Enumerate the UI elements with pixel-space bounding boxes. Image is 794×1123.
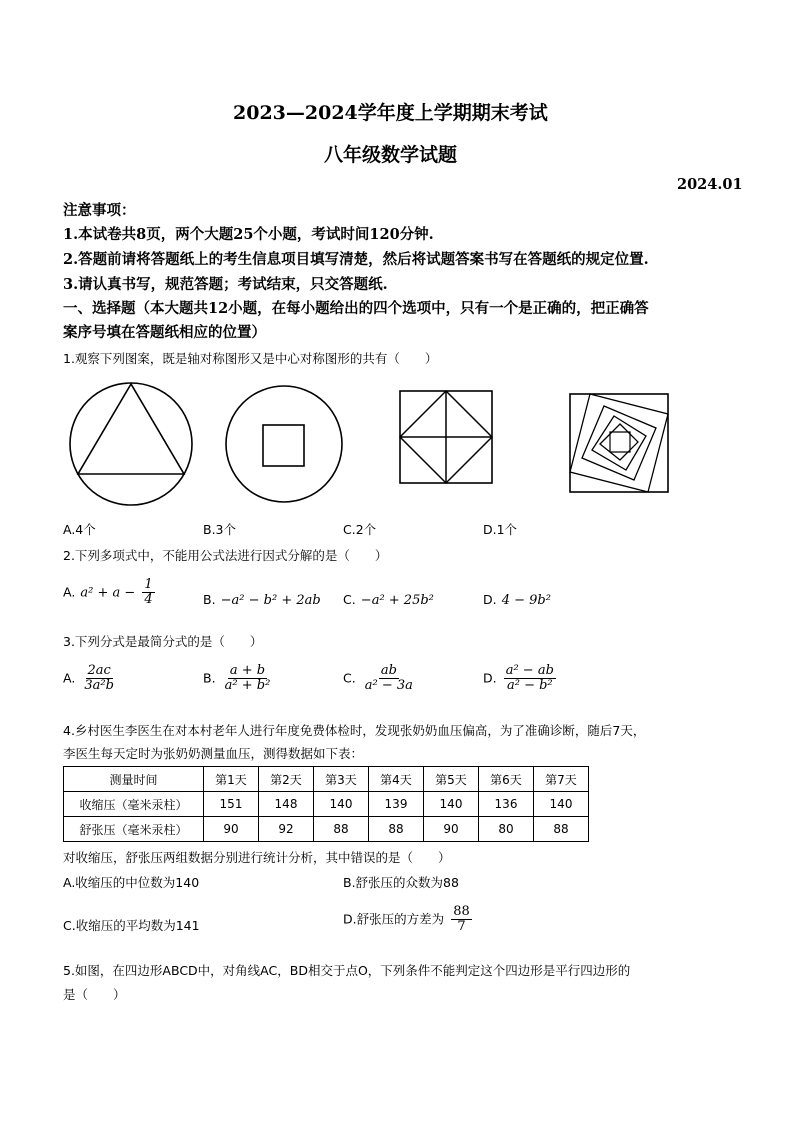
q4-option-d-text: D.舒张压的方差为 [343, 911, 445, 927]
q3-d-denominator: a² − b² [506, 677, 553, 693]
q3-option-d-label: D. [483, 670, 497, 686]
q2-option-c-label: C. [343, 592, 356, 607]
table-header-cell: 第6天 [479, 767, 534, 792]
table-header-cell: 第5天 [424, 767, 479, 792]
table-cell: 收缩压（毫米汞柱） [64, 792, 204, 817]
q4-option-d-fraction [451, 905, 472, 933]
table-cell: 92 [259, 817, 314, 842]
q2-option-a-label: A. [63, 584, 76, 600]
q2-option-b [203, 589, 321, 608]
q4-stem-line1: 4.乡村医生李医生在对本村老年人进行年度免费体检时，发现张奶奶血压偏高，为了准确诊断，随后7天， [63, 723, 646, 738]
table-header-cell: 第3天 [314, 767, 369, 792]
q3-b-denominator: a² + b² [224, 677, 271, 693]
blood-pressure-table [63, 766, 589, 842]
note-item-2: 2.答题前请将答题纸上的考生信息项目填写清楚，然后将试题答案书写在答题纸的规定位置. [63, 251, 649, 268]
table-header-cell: 第1天 [204, 767, 259, 792]
q3-stem: 3.下列分式是最简分式的是（ ） [63, 634, 263, 649]
q4-d-denominator: 7 [457, 918, 466, 934]
table-cell: 136 [479, 792, 534, 817]
table-cell: 舒张压（毫米汞柱） [64, 817, 204, 842]
q4-d-numerator: 88 [453, 904, 470, 919]
q3-option-a-fraction [82, 664, 116, 692]
q4-stem-line2: 李医生每天定时为张奶奶测量血压，测得数据如下表： [63, 746, 364, 761]
q4-option-a: A.收缩压的中位数为140 [63, 875, 200, 890]
q3-c-denominator: a² − 3a [364, 677, 413, 693]
q2-option-a [63, 578, 157, 606]
table-header-row [64, 767, 589, 792]
q2-option-c-expr: −a² + 25b² [360, 593, 434, 608]
q3-b-numerator: a + b [229, 663, 266, 678]
q2-option-d [483, 589, 551, 608]
q1-figure-diamond-grid [398, 389, 496, 487]
q1-figure-triangle-in-circle [63, 382, 203, 507]
q2-option-d-expr: 4 − 9b² [501, 593, 551, 608]
table-cell: 88 [534, 817, 589, 842]
q2-option-d-label: D. [483, 592, 497, 607]
exam-title: 2023—2024学年度上学期期末考试 [233, 102, 548, 124]
exam-date: 2024.01 [677, 176, 743, 193]
note-item-3: 3.请认真书写，规范答题；考试结束，只交答题纸. [63, 276, 388, 293]
q3-option-d-fraction [504, 664, 556, 692]
q4-option-c: C.收缩压的平均数为141 [63, 918, 200, 933]
q4-stem-line3: 对收缩压，舒张压两组数据分别进行统计分析，其中错误的是（ ） [63, 850, 451, 865]
q4-option-d [343, 905, 474, 933]
table-cell: 90 [424, 817, 479, 842]
q1-figure-square-in-circle [224, 382, 344, 507]
q1-option-b: B.3个 [203, 522, 237, 537]
table-cell: 139 [369, 792, 424, 817]
q3-option-b-label: B. [203, 670, 216, 686]
q2-option-b-expr: −a² − b² + 2ab [220, 593, 321, 608]
table-row [64, 792, 589, 817]
q3-d-numerator: a² − ab [505, 663, 554, 678]
q3-c-numerator: ab [380, 663, 397, 678]
note-item-1: 1.本试卷共8页，两个大题25个小题，考试时间120分钟. [63, 226, 434, 243]
table-cell: 80 [479, 817, 534, 842]
q3-option-a-label: A. [63, 670, 76, 686]
q2-option-b-label: B. [203, 592, 216, 607]
table-cell: 140 [314, 792, 369, 817]
table-cell: 90 [204, 817, 259, 842]
q3-option-c [343, 664, 417, 692]
q3-a-numerator: 2ac [87, 663, 111, 678]
table-header-cell: 第7天 [534, 767, 589, 792]
q1-option-d: D.1个 [483, 522, 518, 537]
table-cell: 88 [314, 817, 369, 842]
q1-stem: 1.观察下列图案，既是轴对称图形又是中心对称图形的共有（ ） [63, 351, 438, 366]
q2-option-c [343, 589, 434, 608]
exam-subtitle: 八年级数学试题 [324, 144, 458, 166]
table-cell: 140 [534, 792, 589, 817]
q2-stem: 2.下列多项式中，不能用公式法进行因式分解的是（ ） [63, 548, 388, 563]
notes-heading: 注意事项： [63, 202, 136, 219]
q1-option-c: C.2个 [343, 522, 377, 537]
q2-a-numerator: 1 [144, 577, 153, 592]
table-row [64, 817, 589, 842]
q3-option-c-fraction [363, 664, 415, 692]
q2-option-a-fraction [142, 578, 154, 606]
section1-heading-line2: 案序号填在答题纸相应的位置） [63, 324, 266, 341]
q2-a-denominator: 4 [144, 591, 153, 607]
section1-heading-line1: 一、选择题（本大题共12小题，在每小题给出的四个选项中，只有一个是正确的，把正确答 [63, 300, 649, 317]
table-header-cell: 第4天 [369, 767, 424, 792]
q3-option-a [63, 664, 118, 692]
q2-option-a-expr: a² + a − [80, 585, 136, 601]
q3-option-d [483, 664, 558, 692]
table-header-cell: 第2天 [259, 767, 314, 792]
q5-stem-line1: 5.如图，在四边形ABCD中，对角线AC，BD相交于点O，下列条件不能判定这个四边形是平行四边形的 [63, 963, 631, 978]
q3-option-b-fraction [223, 664, 273, 692]
table-cell: 88 [369, 817, 424, 842]
q1-figure-spiral-squares [568, 392, 672, 497]
table-cell: 148 [259, 792, 314, 817]
q3-option-b [203, 664, 274, 692]
q5-stem-line2: 是（ ） [63, 987, 126, 1002]
table-cell: 140 [424, 792, 479, 817]
table-header-cell: 测量时间 [64, 767, 204, 792]
q4-option-b: B.舒张压的众数为88 [343, 875, 459, 890]
table-cell: 151 [204, 792, 259, 817]
q1-option-a: A.4个 [63, 522, 96, 537]
q3-option-c-label: C. [343, 670, 356, 686]
q3-a-denominator: 3a²b [84, 677, 114, 693]
